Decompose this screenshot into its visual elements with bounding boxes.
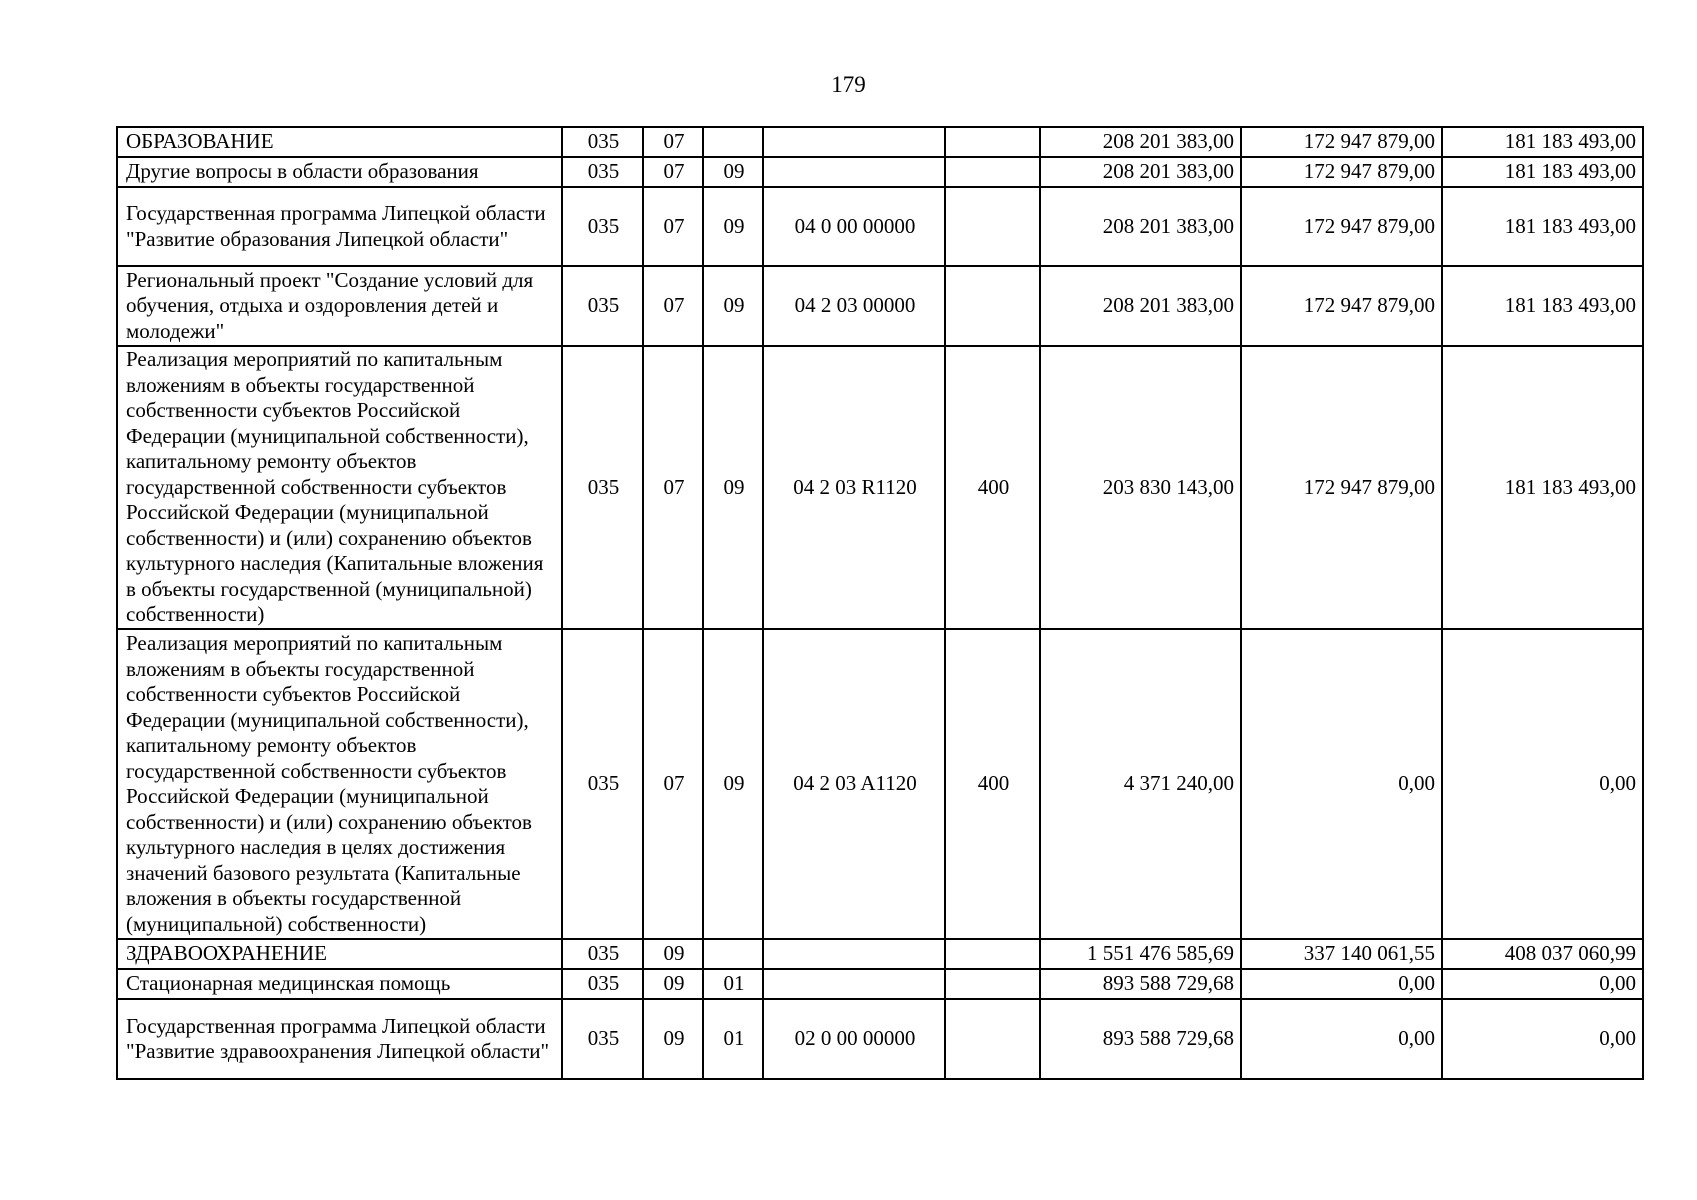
expense-type-cell [945,157,1040,187]
subsection-code-cell: 01 [703,969,763,999]
target-article-cell: 04 2 03 R1120 [763,346,945,629]
table-row [117,999,1643,1079]
department-code-cell: 035 [562,969,643,999]
subsection-code-cell: 09 [703,157,763,187]
amount-year-1-cell: 203 830 143,00 [1040,346,1241,629]
row-name-cell: Другие вопросы в области образования [117,157,562,187]
row-name-cell: ЗДРАВООХРАНЕНИЕ [117,939,562,969]
expense-type-cell [945,127,1040,157]
subsection-code-cell: 09 [703,266,763,346]
target-article-cell [763,939,945,969]
amount-year-2-cell: 172 947 879,00 [1241,266,1442,346]
section-code-cell: 07 [643,629,703,939]
expense-type-cell [945,939,1040,969]
amount-year-1-cell: 208 201 383,00 [1040,157,1241,187]
department-code-cell: 035 [562,266,643,346]
amount-year-1-cell: 208 201 383,00 [1040,127,1241,157]
department-code-cell: 035 [562,187,643,266]
department-code-cell: 035 [562,939,643,969]
department-code-cell: 035 [562,157,643,187]
department-code-cell: 035 [562,127,643,157]
amount-year-1-cell: 893 588 729,68 [1040,969,1241,999]
amount-year-1-cell: 208 201 383,00 [1040,187,1241,266]
target-article-cell: 04 2 03 A1120 [763,629,945,939]
target-article-cell [763,127,945,157]
amount-year-2-cell: 337 140 061,55 [1241,939,1442,969]
target-article-cell: 02 0 00 00000 [763,999,945,1079]
table-row [117,127,1643,157]
section-code-cell: 07 [643,266,703,346]
target-article-cell [763,157,945,187]
expense-type-cell [945,969,1040,999]
row-name-cell: Государственная программа Липецкой области "Развитие образования Липецкой области" [117,187,562,266]
amount-year-2-cell: 0,00 [1241,969,1442,999]
row-name-cell: Региональный проект "Создание условий для обучения, отдыха и оздоровления детей и молодежи" [117,266,562,346]
department-code-cell: 035 [562,346,643,629]
amount-year-2-cell: 172 947 879,00 [1241,187,1442,266]
section-code-cell: 07 [643,157,703,187]
expense-type-cell: 400 [945,629,1040,939]
row-name-cell: Реализация мероприятий по капитальным вложениям в объекты государственной собственности субъектов Российской Федерации (муниципальной собственности), капитальному ремонту объектов государственной собственности субъектов Российской Федерации (муниципальной собственности) и (или) сохранению объектов культурного наследия в целях достижения значений базового результата (Капитальные вложения в объекты государственной (муниципальной) собственности) [117,629,562,939]
department-code-cell: 035 [562,629,643,939]
section-code-cell: 09 [643,999,703,1079]
table-row [117,157,1643,187]
amount-year-3-cell: 181 183 493,00 [1442,266,1643,346]
expense-type-cell [945,999,1040,1079]
amount-year-1-cell: 893 588 729,68 [1040,999,1241,1079]
amount-year-1-cell: 4 371 240,00 [1040,629,1241,939]
amount-year-1-cell: 1 551 476 585,69 [1040,939,1241,969]
amount-year-1-cell: 208 201 383,00 [1040,266,1241,346]
subsection-code-cell [703,127,763,157]
amount-year-3-cell: 181 183 493,00 [1442,346,1643,629]
target-article-cell [763,969,945,999]
amount-year-2-cell: 172 947 879,00 [1241,157,1442,187]
table-row [117,346,1643,629]
row-name-cell: Государственная программа Липецкой области "Развитие здравоохранения Липецкой области" [117,999,562,1079]
amount-year-2-cell: 172 947 879,00 [1241,346,1442,629]
target-article-cell: 04 2 03 00000 [763,266,945,346]
target-article-cell: 04 0 00 00000 [763,187,945,266]
page-number: 179 [831,72,866,97]
expense-type-cell: 400 [945,346,1040,629]
table-row [117,939,1643,969]
amount-year-3-cell: 0,00 [1442,629,1643,939]
subsection-code-cell [703,939,763,969]
amount-year-3-cell: 408 037 060,99 [1442,939,1643,969]
amount-year-3-cell: 0,00 [1442,969,1643,999]
department-code-cell: 035 [562,999,643,1079]
section-code-cell: 09 [643,969,703,999]
amount-year-2-cell: 0,00 [1241,999,1442,1079]
subsection-code-cell: 09 [703,187,763,266]
amount-year-2-cell: 172 947 879,00 [1241,127,1442,157]
expense-type-cell [945,266,1040,346]
subsection-code-cell: 09 [703,629,763,939]
subsection-code-cell: 01 [703,999,763,1079]
amount-year-3-cell: 181 183 493,00 [1442,187,1643,266]
expense-type-cell [945,187,1040,266]
row-name-cell: Стационарная медицинская помощь [117,969,562,999]
budget-table [116,126,1644,1080]
section-code-cell: 09 [643,939,703,969]
section-code-cell: 07 [643,127,703,157]
table-row [117,187,1643,266]
amount-year-3-cell: 181 183 493,00 [1442,127,1643,157]
table-row [117,629,1643,939]
row-name-cell: Реализация мероприятий по капитальным вложениям в объекты государственной собственности субъектов Российской Федерации (муниципальной собственности), капитальному ремонту объектов государственной собственности субъектов Российской Федерации (муниципальной собственности) и (или) сохранению объектов культурного наследия (Капитальные вложения в объекты государственной (муниципальной) собственности) [117,346,562,629]
amount-year-2-cell: 0,00 [1241,629,1442,939]
row-name-cell: ОБРАЗОВАНИЕ [117,127,562,157]
table-row [117,969,1643,999]
table-row [117,266,1643,346]
section-code-cell: 07 [643,346,703,629]
amount-year-3-cell: 0,00 [1442,999,1643,1079]
section-code-cell: 07 [643,187,703,266]
subsection-code-cell: 09 [703,346,763,629]
amount-year-3-cell: 181 183 493,00 [1442,157,1643,187]
